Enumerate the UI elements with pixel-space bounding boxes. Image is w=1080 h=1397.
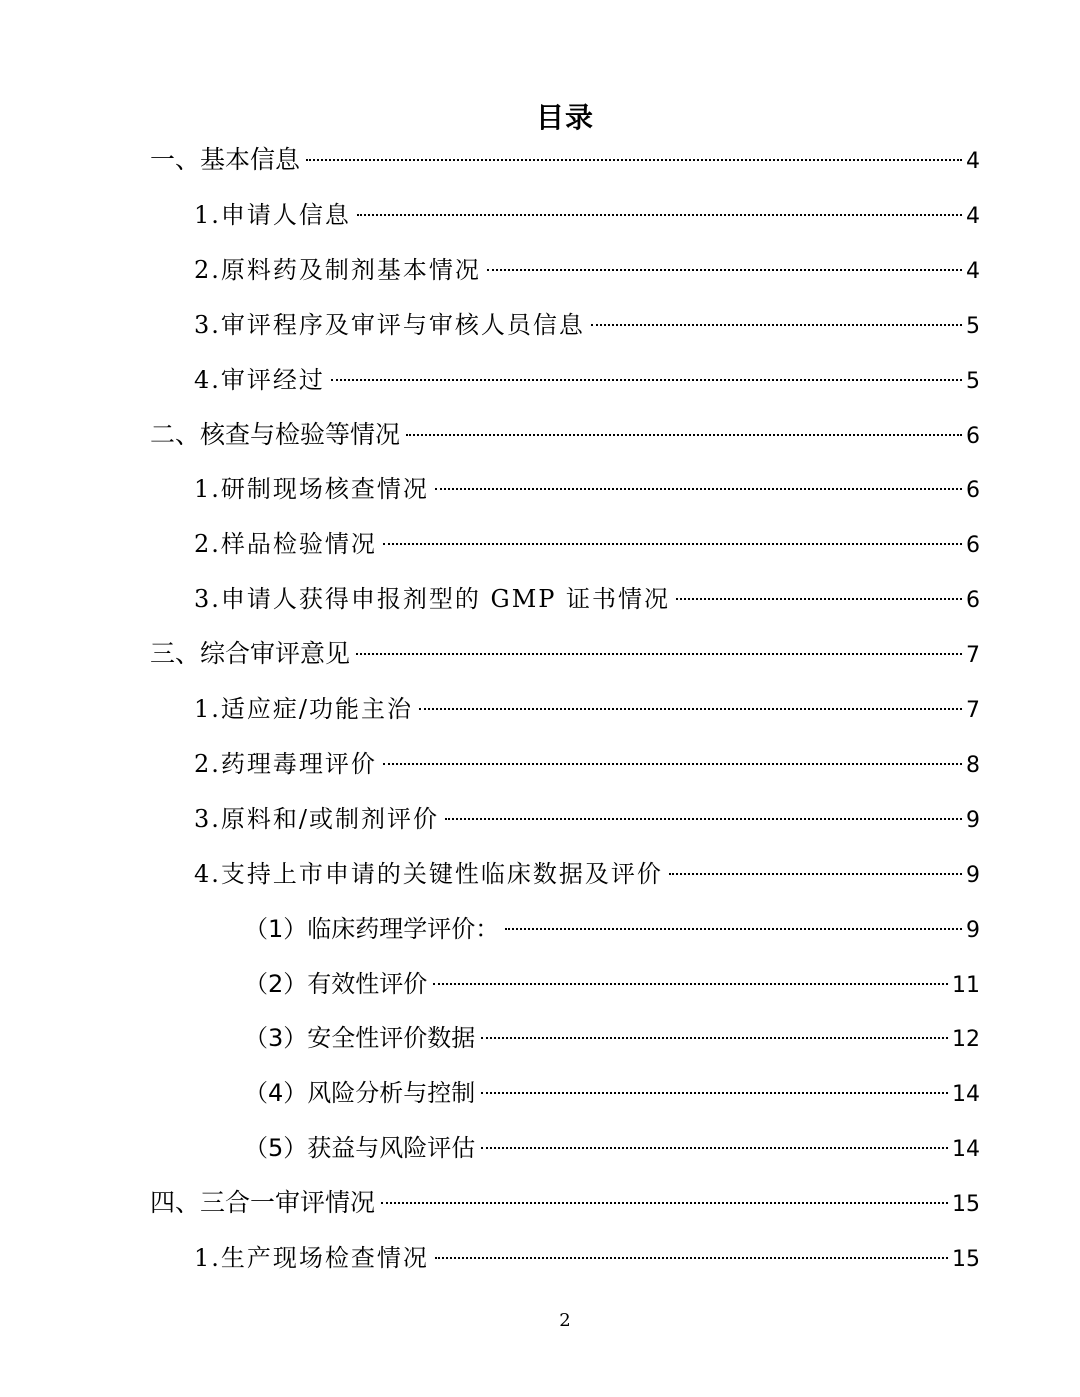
toc-entry[interactable] [194,517,980,571]
toc-leader-dots [481,1147,948,1149]
toc-entry-page-number: 6 [966,533,980,559]
toc-entry-page-number: 9 [966,917,980,943]
toc-leader-dots [433,983,948,985]
toc-leader-dots [676,598,962,600]
toc-entry[interactable] [194,298,980,352]
toc-entry-text: （2）有效性评价 [244,969,428,998]
toc-entry[interactable] [194,792,980,846]
toc-leader-dots [383,543,962,545]
toc-entry[interactable] [194,243,980,297]
toc-entry-page-number: 8 [966,752,980,778]
page-number: 2 [559,1310,571,1331]
toc-leader-dots [591,324,962,326]
toc-entry-page-number: 15 [952,1247,980,1272]
toc-entry[interactable] [150,627,980,681]
toc-entry-text: 3.原料和/或制剂评价 [194,804,439,833]
toc-entry-text: 三、综合审评意见 [150,639,351,669]
toc-entry-text: 2.原料药及制剂基本情况 [194,255,481,284]
toc-entry[interactable] [194,188,980,242]
toc-entry-page-number: 6 [966,478,980,504]
toc-leader-dots [356,653,962,655]
toc-entry-page-number: 7 [966,643,980,669]
toc-leader-dots [383,763,962,765]
toc-entry[interactable] [244,957,980,1011]
toc-entry[interactable] [194,682,980,736]
toc-entry[interactable] [150,133,980,187]
toc-title: 目录 [535,101,594,134]
toc-entry-page-number: 12 [952,1027,980,1053]
toc-entry-page-number: 9 [966,807,980,833]
toc-entry-text: 1.申请人信息 [194,200,351,229]
toc-entry-text: 3.审评程序及审评与审核人员信息 [194,310,585,339]
toc-entry-page-number: 4 [966,258,980,284]
toc-entry[interactable] [150,408,980,462]
toc-entry-text: （4）风险分析与控制 [244,1079,476,1108]
toc-entry[interactable] [194,847,980,901]
toc-entry-page-number: 14 [952,1082,980,1108]
toc-entry-page-number: 7 [966,698,980,723]
toc-leader-dots [419,708,962,710]
toc-entry-text: 四、三合一审评情况 [150,1188,376,1218]
toc-leader-dots [487,269,962,271]
toc-entry-text: 1.生产现场检查情况 [194,1244,429,1272]
toc-entry-page-number: 15 [952,1192,980,1218]
toc-entry-text: 2.样品检验情况 [194,530,377,559]
toc-entry[interactable] [244,1011,980,1065]
toc-entry[interactable] [244,1066,980,1120]
toc-entry-text: 3.申请人获得申报剂型的 GMP 证书情况 [194,585,671,614]
toc-entry-page-number: 5 [966,313,980,339]
toc-entry-text: 一、基本信息 [150,145,301,174]
toc-leader-dots [306,159,962,161]
toc-leader-dots [669,873,962,875]
toc-leader-dots [481,1092,948,1094]
toc-leader-dots [445,818,962,820]
toc-entry-page-number: 9 [966,862,980,888]
toc-entry-page-number: 6 [966,588,980,614]
toc-entry-page-number: 4 [966,203,980,229]
toc-entry-page-number: 4 [966,149,980,174]
toc-leader-dots [381,1202,948,1204]
toc-leader-dots [481,1037,948,1039]
toc-entry-text: 1.研制现场核查情况 [194,475,429,504]
toc-entry[interactable] [244,1121,980,1175]
toc-leader-dots [357,214,962,216]
toc-entry-page-number: 5 [966,368,980,394]
toc-entry-text: 二、核查与检验等情况 [150,419,401,449]
toc-entry-text: 2.药理毒理评价 [194,749,377,778]
toc-leader-dots [435,488,962,490]
toc-entry-text: （1）临床药理学评价： [244,914,500,943]
toc-leader-dots [435,1257,948,1259]
toc-entry[interactable] [194,353,980,407]
toc-entry[interactable] [244,902,980,956]
toc-entry-page-number: 11 [952,972,980,998]
toc-entry-text: （3）安全性评价数据 [244,1024,476,1053]
toc-entry[interactable] [150,1176,980,1230]
toc-entry[interactable] [194,572,980,626]
toc-entry-page-number: 6 [966,423,980,449]
toc-entry-text: （5）获益与风险评估 [244,1134,476,1163]
toc-leader-dots [331,379,962,381]
toc-leader-dots [505,928,962,930]
toc-entry[interactable] [194,737,980,791]
toc-entry[interactable] [194,1231,980,1285]
toc-leader-dots [406,434,962,436]
toc-entry-text: 4.支持上市申请的关键性临床数据及评价 [194,859,663,888]
toc-entry-text: 4.审评经过 [194,365,325,394]
toc-entry-page-number: 14 [952,1137,980,1163]
toc-entry-text: 1.适应症/功能主治 [194,695,413,723]
toc-entry[interactable] [194,462,980,516]
